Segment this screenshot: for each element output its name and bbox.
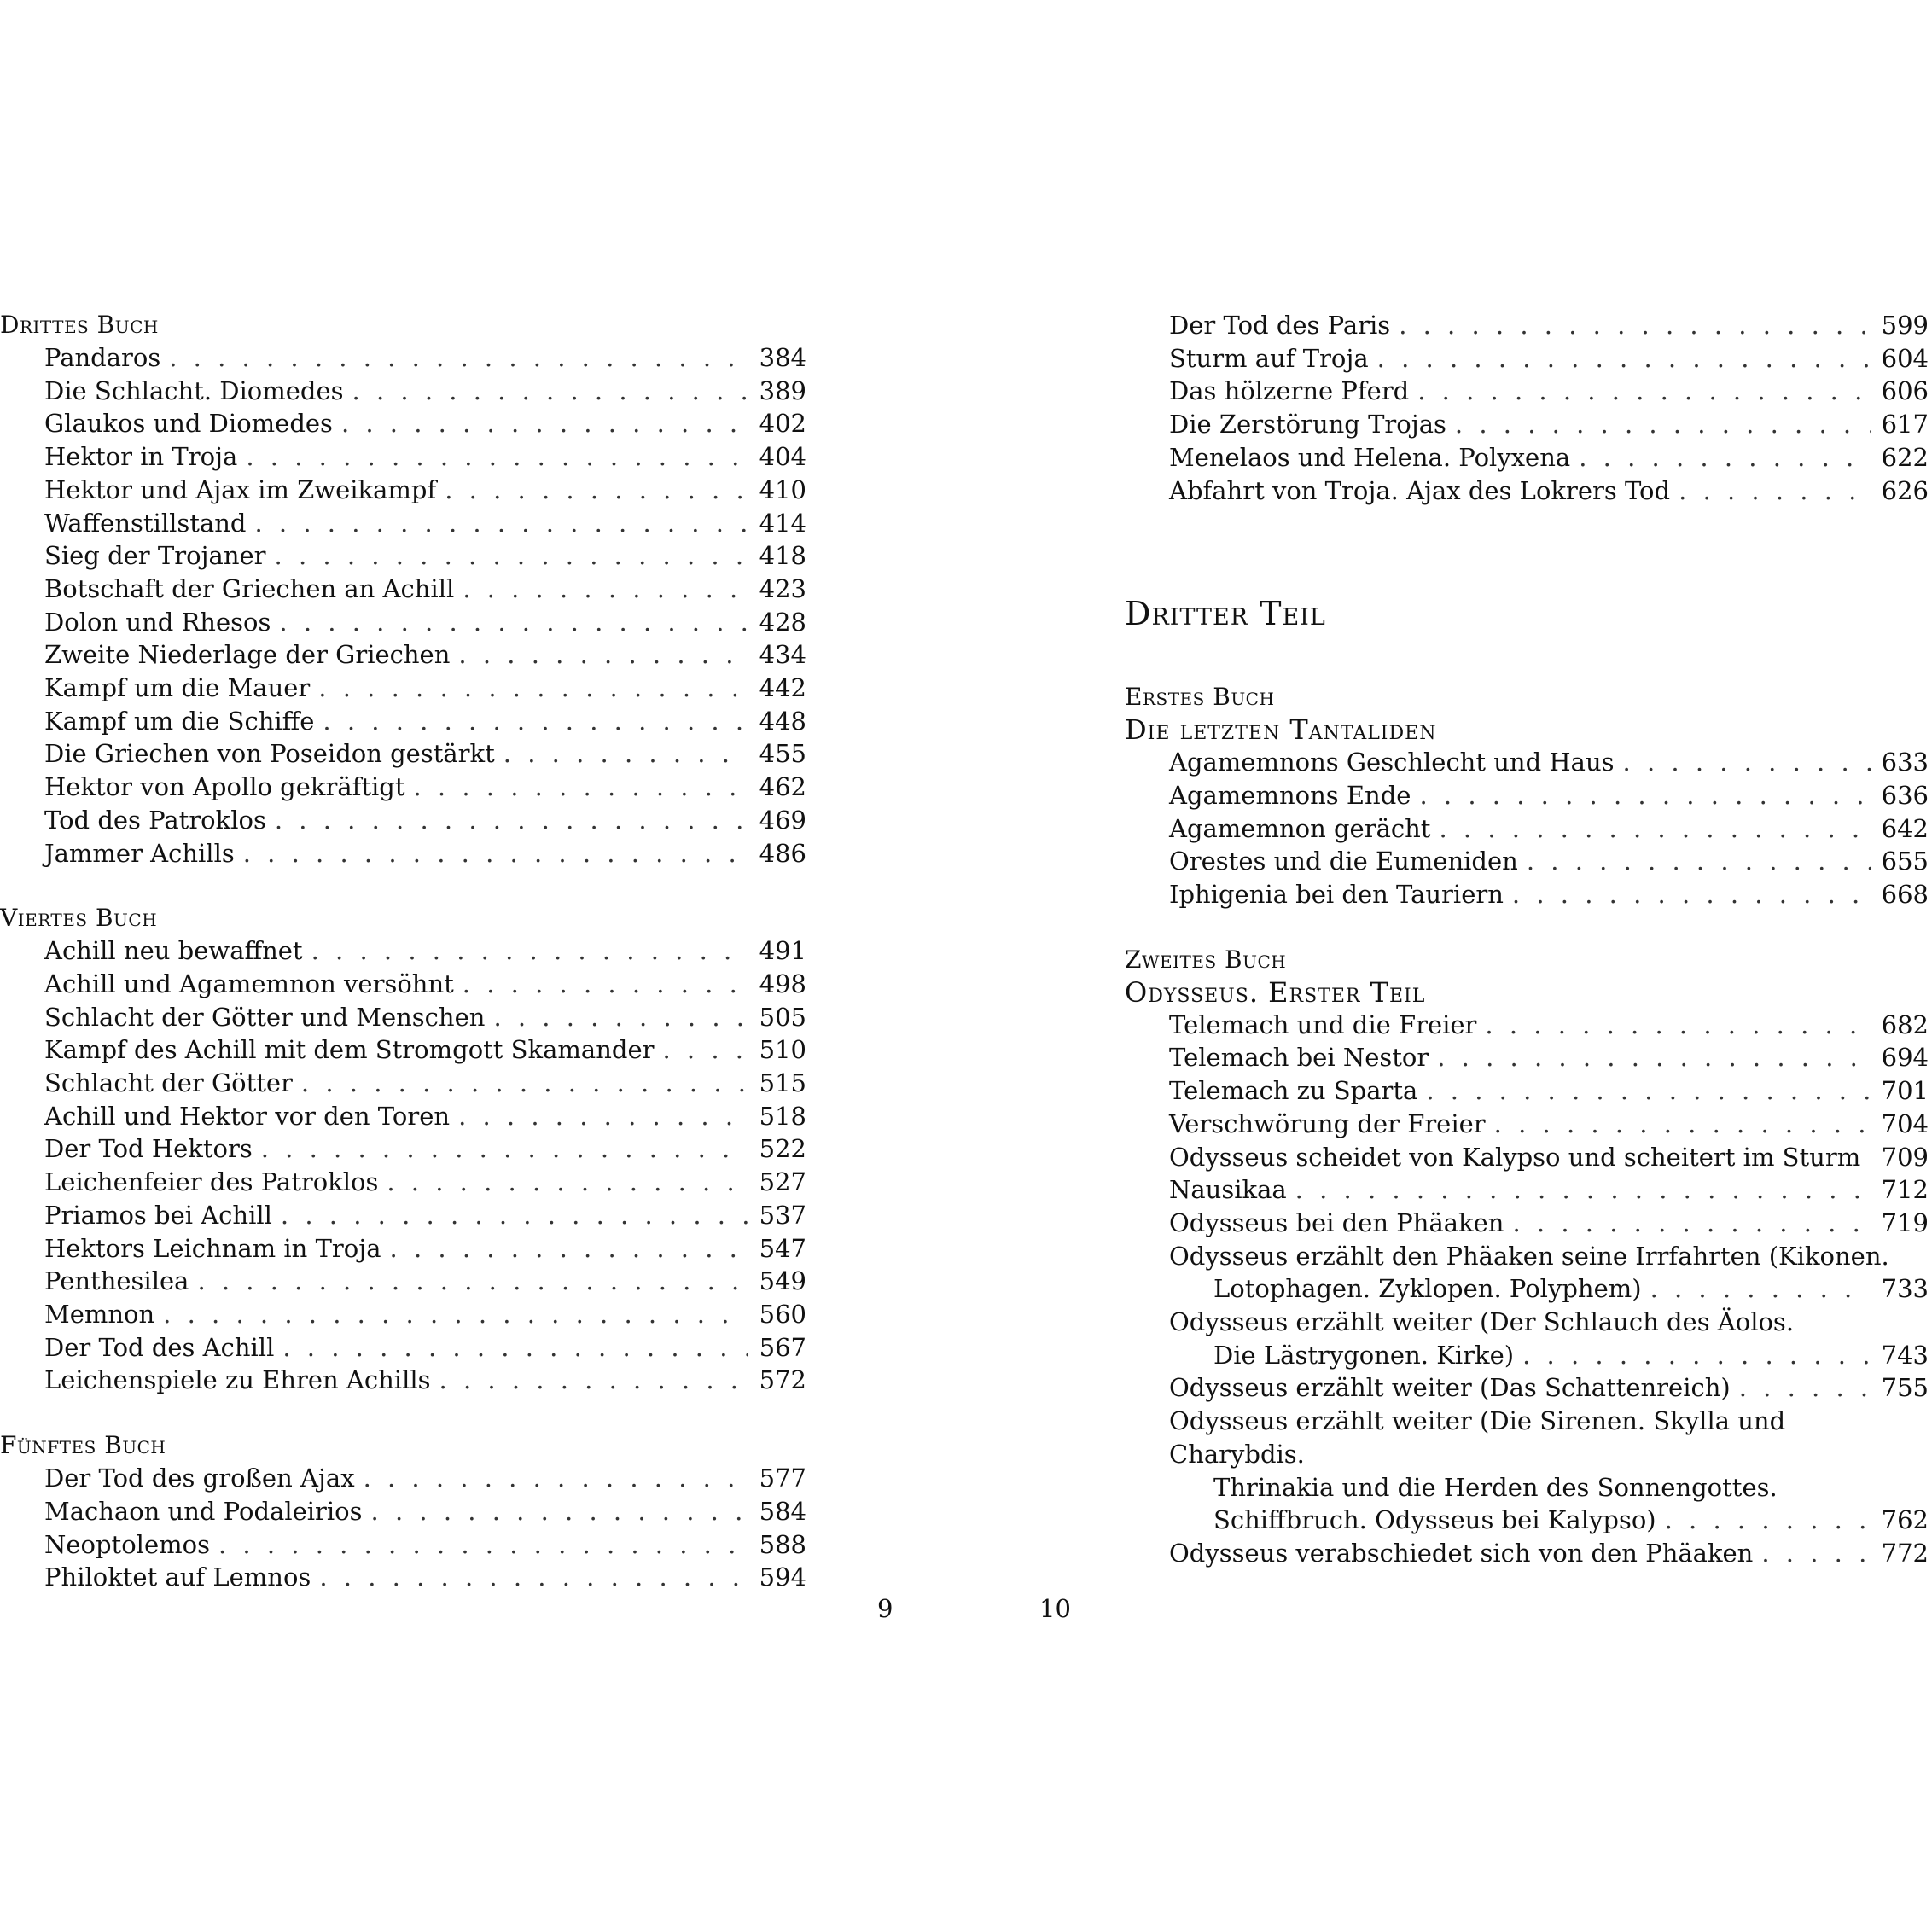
- toc-entry-page: 743: [1881, 1340, 1929, 1370]
- leader-dots: [275, 804, 748, 837]
- toc-entry-page: 709: [1881, 1142, 1929, 1172]
- toc-entry-title-line: Odysseus erzählt weiter (Die Sirenen. Skylla und Charybdis.: [1169, 1406, 1786, 1469]
- toc-entry-page: 404: [759, 442, 806, 472]
- toc-entry: [44, 1199, 806, 1232]
- leader-dots: [1512, 1207, 1871, 1240]
- toc-entry: [1169, 746, 1929, 779]
- toc-entry-page: 772: [1881, 1538, 1929, 1568]
- toc-entry-title: Agamemnons Geschlecht und Haus: [1169, 748, 1615, 777]
- toc-entry: [1169, 812, 1929, 846]
- toc-entry: [44, 606, 806, 639]
- toc-entry: [1169, 1108, 1929, 1141]
- leader-dots: [1579, 441, 1871, 474]
- toc-entry: [44, 1100, 806, 1133]
- leader-dots: [371, 1495, 748, 1528]
- leader-dots: [387, 1166, 748, 1199]
- leader-dots: [458, 1100, 748, 1133]
- book-label: Zweites Buch: [1125, 945, 1287, 974]
- toc-entry: [44, 1561, 806, 1594]
- toc-entry-page: 626: [1881, 475, 1929, 505]
- toc-entry: [44, 638, 806, 672]
- leader-dots: [1399, 309, 1871, 342]
- toc-entry-page: 510: [759, 1035, 806, 1065]
- toc-entry-title: Der Tod des großen Ajax: [44, 1464, 355, 1493]
- leader-dots: [662, 1033, 748, 1067]
- page-number: 10: [1039, 1594, 1071, 1623]
- toc-entry-title: Hektor von Apollo gekräftigt: [44, 772, 405, 802]
- toc-entry: [44, 440, 806, 474]
- toc-entry-title: Memnon: [44, 1299, 155, 1329]
- toc-entry: [44, 1495, 806, 1528]
- toc-entry-multiline: [1169, 1306, 1929, 1371]
- toc-entry-title: Die Schlacht. Diomedes: [44, 375, 344, 405]
- leader-dots: [301, 1067, 748, 1100]
- toc-entry-page: 733: [1881, 1274, 1929, 1304]
- leader-dots: [445, 474, 748, 507]
- toc-entry-title: Neoptolemos: [44, 1529, 210, 1559]
- leader-dots: [1512, 878, 1871, 911]
- toc-entry-title: Zweite Niederlage der Griechen: [44, 640, 451, 670]
- toc-entry-title: Kampf des Achill mit dem Stromgott Skamander: [44, 1035, 655, 1065]
- toc-entry: [44, 1067, 806, 1100]
- leader-dots: [390, 1232, 748, 1266]
- toc-entry-page: 462: [759, 772, 806, 802]
- toc-entry: [44, 737, 806, 771]
- leader-dots: [243, 837, 748, 870]
- toc-entry-page: 633: [1881, 748, 1929, 777]
- leader-dots: [197, 1265, 748, 1298]
- toc-list-book2: [1125, 1009, 1929, 1240]
- book-label: Drittes Buch: [0, 311, 159, 339]
- toc-entry-page: 549: [759, 1266, 806, 1296]
- toc-entry-title: Der Tod des Paris: [1169, 311, 1391, 340]
- leader-dots: [463, 573, 748, 606]
- toc-entry-page: 572: [759, 1365, 806, 1395]
- part-title: Dritter Teil: [1125, 595, 1326, 633]
- leader-dots: [1665, 1504, 1871, 1537]
- leader-dots: [318, 672, 748, 705]
- leader-dots: [1485, 1009, 1871, 1042]
- toc-entry-title-line: Odysseus erzählt weiter (Der Schlauch des Äolos.: [1169, 1307, 1795, 1337]
- toc-entry: [1169, 474, 1929, 508]
- toc-entry-title: Achill und Agamemnon versöhnt: [44, 969, 454, 998]
- toc-entry: [1169, 1537, 1929, 1570]
- toc-entry-page: 642: [1881, 813, 1929, 843]
- toc-entry: [44, 507, 806, 540]
- leader-dots: [364, 1462, 748, 1495]
- book-title: Odysseus. Erster Teil: [1125, 975, 1426, 1009]
- toc-entry-title: Die Zerstörung Trojas: [1169, 410, 1446, 439]
- toc-entry-title: Odysseus bei den Phäaken: [1169, 1208, 1504, 1237]
- toc-entry: [1169, 779, 1929, 812]
- leader-dots: [493, 1001, 748, 1034]
- toc-entry-page: 491: [759, 936, 806, 966]
- leader-dots: [458, 638, 748, 672]
- toc-entry-title: Waffenstillstand: [44, 508, 247, 538]
- toc-entry-title: Tod des Patroklos: [44, 805, 266, 835]
- toc-entry-page: 599: [1881, 311, 1929, 340]
- toc-entry: [1169, 1173, 1929, 1207]
- toc-entry: [1169, 878, 1929, 911]
- toc-entry-title: Die Lästrygonen. Kirke): [1213, 1340, 1515, 1370]
- toc-entry: [44, 1033, 806, 1067]
- toc-entry-page: 428: [759, 607, 806, 637]
- toc-entry-title: Nausikaa: [1169, 1175, 1287, 1205]
- toc-list-fuenftes-buch: [0, 1462, 806, 1594]
- toc-entry-page: 704: [1881, 1109, 1929, 1138]
- toc-entry-title: Schiffbruch. Odysseus bei Kalypso): [1213, 1505, 1656, 1535]
- leader-dots: [503, 737, 748, 771]
- leader-dots: [413, 771, 748, 804]
- leader-dots: [341, 407, 748, 440]
- toc-entry: [1169, 1141, 1929, 1174]
- toc-entry-page: 384: [759, 343, 806, 372]
- toc-entry-page: 547: [759, 1233, 806, 1263]
- toc-entry: [44, 968, 806, 1001]
- toc-entry-page: 498: [759, 969, 806, 998]
- toc-entry: [1213, 1504, 1929, 1537]
- leader-dots: [1522, 1339, 1871, 1372]
- toc-entry-page: 518: [759, 1101, 806, 1131]
- leader-dots: [1650, 1272, 1871, 1306]
- toc-entry-title: Verschwörung der Freier: [1169, 1109, 1486, 1138]
- toc-entry: [1169, 309, 1929, 342]
- toc-entry-title: Kampf um die Schiffe: [44, 706, 315, 736]
- toc-entry-page: 434: [759, 640, 806, 670]
- toc-entry-page: 694: [1881, 1043, 1929, 1073]
- toc-entry-multiline: [1169, 1240, 1929, 1306]
- toc-entry: [1169, 441, 1929, 474]
- toc-entry-page: 588: [759, 1529, 806, 1559]
- toc-entry-title: Telemach bei Nestor: [1169, 1043, 1429, 1073]
- toc-entry-title: Menelaos und Helena. Polyxena: [1169, 442, 1571, 472]
- toc-entry-title: Dolon und Rhesos: [44, 607, 271, 637]
- toc-entry-page: 719: [1881, 1208, 1929, 1237]
- book-label: Fünftes Buch: [0, 1431, 166, 1460]
- toc-entry: [44, 1265, 806, 1298]
- toc-entry-page: 515: [759, 1068, 806, 1098]
- book-label: Erstes Buch: [1125, 683, 1275, 712]
- left-page: [0, 309, 806, 1594]
- toc-entry-title: Hektor in Troja: [44, 442, 238, 472]
- toc-entry: [44, 705, 806, 738]
- leader-dots: [311, 934, 748, 968]
- leader-dots: [439, 1364, 748, 1397]
- toc-entry-page: 668: [1881, 880, 1929, 910]
- toc-entry-title: Hektor und Ajax im Zweikampf: [44, 474, 437, 504]
- toc-entry-title-line: Thrinakia und die Herden des Sonnengottes.: [1213, 1472, 1778, 1502]
- toc-entry-title: Hektors Leichnam in Troja: [44, 1233, 381, 1263]
- toc-entry-title: Iphigenia bei den Tauriern: [1169, 880, 1504, 910]
- toc-entry-title: Leichenspiele zu Ehren Achills: [44, 1365, 431, 1395]
- toc-entry-title: Philoktet auf Lemnos: [44, 1562, 311, 1592]
- toc-entry: [44, 1331, 806, 1365]
- leader-dots: [323, 705, 748, 738]
- toc-entry-title: Glaukos und Diomedes: [44, 409, 333, 439]
- toc-entry-page: 655: [1881, 847, 1929, 876]
- toc-entry: [1213, 1272, 1929, 1306]
- toc-entry: [44, 341, 806, 375]
- toc-entry-title: Priamos bei Achill: [44, 1200, 272, 1230]
- toc-entry-title: Machaon und Podaleirios: [44, 1496, 363, 1526]
- toc-entry-title: Schlacht der Götter und Menschen: [44, 1002, 486, 1032]
- toc-entry-multiline: [1169, 1405, 1929, 1537]
- toc-entry: [44, 1298, 806, 1331]
- leader-dots: [1869, 1141, 1871, 1174]
- toc-entry: [1169, 1207, 1929, 1240]
- leader-dots: [1437, 1041, 1871, 1074]
- page-number: 9: [877, 1594, 893, 1623]
- book-label: Viertes Buch: [0, 904, 158, 933]
- toc-entry-page: 469: [759, 805, 806, 835]
- leader-dots: [275, 539, 748, 573]
- toc-entry-page: 755: [1881, 1373, 1929, 1403]
- leader-dots: [1417, 375, 1871, 408]
- toc-entry: [44, 539, 806, 573]
- leader-dots: [1761, 1537, 1871, 1570]
- toc-entry: [1169, 1371, 1929, 1405]
- leader-dots: [1455, 408, 1871, 441]
- toc-entry-title: Der Tod Hektors: [44, 1134, 253, 1164]
- toc-entry: [44, 474, 806, 507]
- leader-dots: [1679, 474, 1871, 508]
- toc-entry-page: 594: [759, 1562, 806, 1592]
- leader-dots: [261, 1132, 748, 1166]
- toc-entry: [1169, 375, 1929, 408]
- toc-entry-page: 560: [759, 1299, 806, 1329]
- toc-entry: [44, 1132, 806, 1166]
- toc-entry-title: Penthesilea: [44, 1266, 189, 1296]
- toc-entry-page: 617: [1881, 410, 1929, 439]
- leader-dots: [1739, 1371, 1871, 1405]
- toc-entry-page: 762: [1881, 1505, 1929, 1535]
- toc-entry-page: 682: [1881, 1010, 1929, 1039]
- toc-entry-title: Telemach zu Sparta: [1169, 1076, 1418, 1106]
- toc-entry: [44, 804, 806, 837]
- leader-dots: [246, 440, 748, 474]
- toc-entry-page: 448: [759, 706, 806, 736]
- toc-entry-page: 606: [1881, 376, 1929, 406]
- toc-list-drittes-buch: [0, 341, 806, 870]
- toc-entry-title: Orestes und die Eumeniden: [1169, 847, 1518, 876]
- toc-entry-title: Die Griechen von Poseidon gestärkt: [44, 739, 495, 769]
- toc-entry-page: 423: [759, 573, 806, 603]
- toc-entry-page: 522: [759, 1134, 806, 1164]
- leader-dots: [1494, 1108, 1871, 1141]
- toc-entry-page: 604: [1881, 343, 1929, 373]
- toc-entry: [44, 1001, 806, 1034]
- toc-entry: [1169, 1009, 1929, 1042]
- toc-entry-page: 636: [1881, 780, 1929, 810]
- toc-entry-page: 567: [759, 1332, 806, 1362]
- toc-entry-title: Lotophagen. Zyklopen. Polyphem): [1213, 1274, 1642, 1304]
- leader-dots: [1419, 779, 1871, 812]
- toc-list-continued: [1125, 309, 1929, 507]
- leader-dots: [1439, 812, 1871, 846]
- toc-entry-page: 418: [759, 541, 806, 571]
- toc-entry: [44, 837, 806, 870]
- toc-entry-title: Achill neu bewaffnet: [44, 936, 303, 966]
- leader-dots: [1623, 746, 1871, 779]
- leader-dots: [352, 375, 748, 408]
- toc-entry-page: 402: [759, 409, 806, 439]
- toc-entry: [1169, 845, 1929, 878]
- toc-entry-title: Sturm auf Troja: [1169, 343, 1369, 373]
- leader-dots: [254, 507, 748, 540]
- toc-entry: [1169, 342, 1929, 375]
- toc-entry-title: Abfahrt von Troja. Ajax des Lokrers Tod: [1169, 475, 1671, 505]
- toc-entry-title: Achill und Hektor vor den Toren: [44, 1101, 451, 1131]
- toc-list-viertes-buch: [0, 934, 806, 1397]
- toc-entry-page: 455: [759, 739, 806, 769]
- leader-dots: [1527, 845, 1871, 878]
- toc-entry-title: Odysseus verabschiedet sich von den Phäaken: [1169, 1538, 1754, 1568]
- toc-entry-page: 414: [759, 508, 806, 538]
- toc-entry-page: 505: [759, 1002, 806, 1032]
- toc-entry-title: Jammer Achills: [44, 838, 235, 868]
- toc-entry: [44, 1166, 806, 1199]
- toc-entry: [44, 573, 806, 606]
- toc-entry: [1213, 1339, 1929, 1372]
- toc-entry-title: Botschaft der Griechen an Achill: [44, 573, 455, 603]
- leader-dots: [319, 1561, 748, 1594]
- right-page: [1125, 309, 1929, 1570]
- leader-dots: [163, 1298, 748, 1331]
- toc-entry: [44, 1232, 806, 1266]
- toc-entry-title: Odysseus scheidet von Kalypso und scheitert im Sturm: [1169, 1142, 1861, 1172]
- toc-entry-page: 622: [1881, 442, 1929, 472]
- toc-entry-page: 537: [759, 1200, 806, 1230]
- toc-entry-page: 584: [759, 1496, 806, 1526]
- book-title: Die letzten Tantaliden: [1125, 713, 1437, 747]
- toc-entry-title: Agamemnons Ende: [1169, 780, 1411, 810]
- leader-dots: [281, 1199, 748, 1232]
- toc-entry-title: Telemach und die Freier: [1169, 1010, 1477, 1039]
- leader-dots: [279, 606, 748, 639]
- toc-entry: [44, 1364, 806, 1397]
- toc-entry: [44, 672, 806, 705]
- leader-dots: [1377, 342, 1871, 375]
- toc-entry-title: Der Tod des Achill: [44, 1332, 275, 1362]
- toc-entry-page: 389: [759, 375, 806, 405]
- toc-entry: [44, 375, 806, 408]
- toc-entry: [44, 934, 806, 968]
- leader-dots: [282, 1331, 748, 1365]
- toc-entry-page: 442: [759, 673, 806, 703]
- toc-entry: [44, 771, 806, 804]
- toc-entry-page: 410: [759, 474, 806, 504]
- toc-entry: [44, 407, 806, 440]
- toc-entry-title: Pandaros: [44, 343, 161, 372]
- toc-entry-title: Sieg der Trojaner: [44, 541, 266, 571]
- toc-entry-page: 712: [1881, 1175, 1929, 1205]
- toc-entry-title-line: Odysseus erzählt den Phäaken seine Irrfahrten (Kikonen.: [1169, 1241, 1889, 1271]
- toc-entry-title: Das hölzerne Pferd: [1169, 376, 1410, 406]
- leader-dots: [218, 1528, 748, 1562]
- toc-entry: [44, 1528, 806, 1562]
- toc-entry-page: 577: [759, 1464, 806, 1493]
- leader-dots: [169, 341, 748, 375]
- toc-entry-page: 527: [759, 1167, 806, 1197]
- toc-entry-title: Schlacht der Götter: [44, 1068, 293, 1098]
- toc-entry-title: Odysseus erzählt weiter (Das Schattenreich): [1169, 1373, 1731, 1403]
- toc-entry-page: 486: [759, 838, 806, 868]
- toc-entry: [1169, 1074, 1929, 1108]
- toc-entry-title: Kampf um die Mauer: [44, 673, 311, 703]
- leader-dots: [1426, 1074, 1871, 1108]
- toc-entry: [1169, 408, 1929, 441]
- toc-entry: [1169, 1041, 1929, 1074]
- toc-list-book1: [1125, 746, 1929, 911]
- leader-dots: [463, 968, 748, 1001]
- toc-entry-title: Agamemnon gerächt: [1169, 813, 1431, 843]
- toc-entry-title: Leichenfeier des Patroklos: [44, 1167, 379, 1197]
- toc-entry: [44, 1462, 806, 1495]
- leader-dots: [1295, 1173, 1871, 1207]
- toc-entry-page: 701: [1881, 1076, 1929, 1106]
